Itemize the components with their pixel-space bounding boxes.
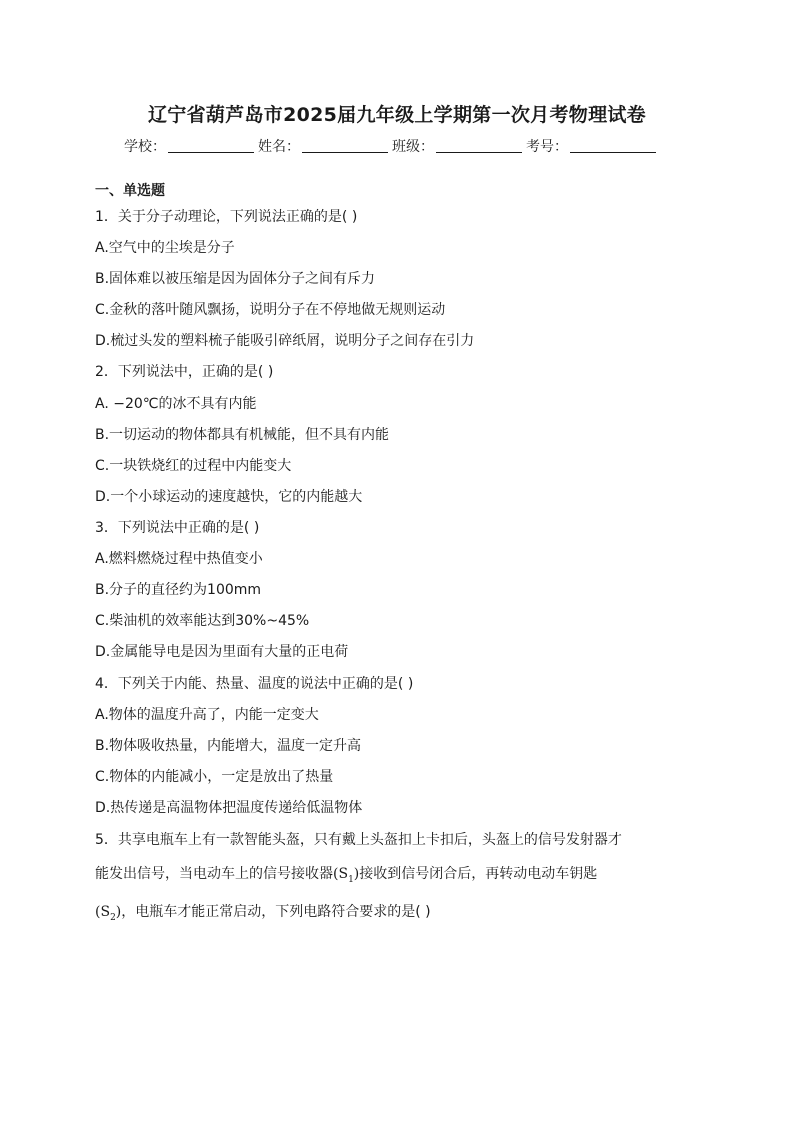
- question-4-option-a: A.物体的温度升高了，内能一定变大: [95, 707, 319, 723]
- section-heading: 一、单选题: [95, 183, 165, 199]
- question-5-line-3: [95, 901, 431, 923]
- question-2-option-c: C.一块铁烧红的过程中内能变大: [95, 458, 292, 474]
- question-2-stem: 2．下列说法中，正确的是( ): [95, 364, 274, 380]
- page-title: 辽宁省葫芦岛市2025届九年级上学期第一次月考物理试卷: [148, 104, 646, 126]
- name-blank[interactable]: [302, 138, 388, 153]
- class-label: 班级：: [392, 139, 434, 155]
- question-4-stem: 4．下列关于内能、热量、温度的说法中正确的是( ): [95, 676, 414, 692]
- question-3-option-d: D.金属能导电是因为里面有大量的正电荷: [95, 644, 349, 660]
- question-3-stem: 3．下列说法中正确的是( ): [95, 520, 260, 536]
- question-2-option-d: D.一个小球运动的速度越快，它的内能越大: [95, 489, 363, 505]
- switch-s2-symbol: $(S_2)$: [95, 904, 122, 923]
- question-5-text-b: 接收到信号闭合后，再转动电动车钥匙: [359, 866, 598, 882]
- question-5-line-2: [95, 863, 597, 885]
- student-info-row: [124, 136, 660, 156]
- question-4-option-d: D.热传递是高温物体把温度传递给低温物体: [95, 800, 363, 816]
- question-3-option-b: B.分子的直径约为100mm: [95, 582, 262, 598]
- school-label: 学校：: [124, 139, 166, 155]
- question-1-stem: 1．关于分子动理论，下列说法正确的是( ): [95, 209, 358, 225]
- number-blank[interactable]: [570, 138, 656, 153]
- school-blank[interactable]: [168, 138, 254, 153]
- question-1-option-c: C.金秋的落叶随风飘扬，说明分子在不停地做无规则运动: [95, 302, 446, 318]
- question-2-option-a: A. −20℃的冰不具有内能: [95, 396, 257, 412]
- question-1-option-d: D.梳过头发的塑料梳子能吸引碎纸屑，说明分子之间存在引力: [95, 333, 475, 349]
- class-blank[interactable]: [436, 138, 522, 153]
- question-4-option-b: B.物体吸收热量，内能增大，温度一定升高: [95, 738, 362, 754]
- question-5-line-1: 5．共享电瓶车上有一款智能头盔，只有戴上头盔扣上卡扣后，头盔上的信号发射器才: [95, 832, 622, 848]
- question-1-option-b: B.固体难以被压缩是因为固体分子之间有斥力: [95, 271, 376, 287]
- question-3-option-a: A.燃料燃烧过程中热值变小: [95, 551, 263, 567]
- number-label: 考号：: [526, 139, 568, 155]
- question-1-option-a: A.空气中的尘埃是分子: [95, 240, 235, 256]
- question-4-option-c: C.物体的内能减小，一定是放出了热量: [95, 769, 334, 785]
- question-5-text-c: ，电瓶车才能正常启动，下列电路符合要求的是( ): [121, 904, 431, 920]
- question-3-option-c: C.柴油机的效率能达到30%~45%: [95, 613, 310, 629]
- question-5-text-a: 能发出信号，当电动车上的信号接收器: [95, 866, 333, 882]
- switch-s1-symbol: $(S_1)$: [333, 866, 360, 885]
- name-label: 姓名：: [258, 139, 300, 155]
- question-2-option-b: B.一切运动的物体都具有机械能，但不具有内能: [95, 427, 390, 443]
